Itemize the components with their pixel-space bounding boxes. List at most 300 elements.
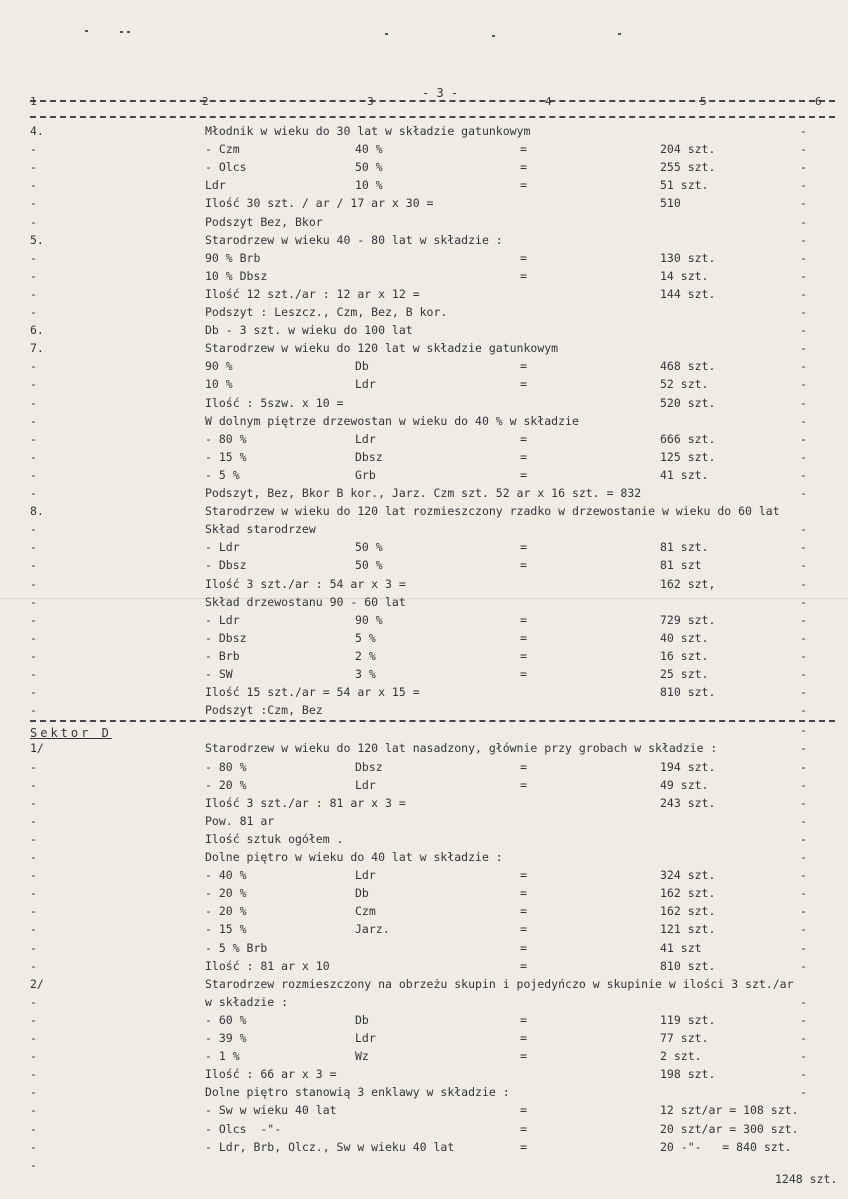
cell-c5: -: [800, 124, 807, 138]
cell-c5: -: [800, 648, 807, 663]
cell-c4: 520 szt.: [660, 395, 716, 410]
cell-c0: -: [30, 868, 37, 883]
ink-speck: [85, 30, 88, 32]
cell-c4: 16 szt.: [660, 648, 709, 663]
cell-c3: =: [520, 1121, 527, 1136]
table-row: [0, 939, 848, 957]
cell-c0: -: [30, 994, 37, 1009]
cell-c3: =: [520, 377, 527, 392]
col-number: 6: [815, 95, 822, 108]
cell-c1: - Dbsz: [205, 630, 247, 645]
table-row: [0, 611, 848, 629]
cell-c1: Skład drzewostanu 90 - 60 lat: [205, 594, 406, 609]
cell-c1: - 20 %: [205, 777, 247, 792]
table-row: [0, 683, 848, 701]
table-row: [0, 484, 848, 502]
cell-c3: =: [520, 868, 527, 883]
cell-c1: Starodrzew w wieku do 120 lat nasadzony, głównie przy grobach w składzie :: [205, 741, 718, 756]
cell-c5: -: [800, 486, 807, 500]
col-number: 3: [367, 95, 374, 108]
cell-c4: 204 szt.: [660, 142, 716, 157]
cell-c5: -: [800, 413, 807, 428]
cell-c5: -: [800, 777, 807, 792]
table-row: [0, 375, 848, 393]
cell-c5: -: [800, 940, 807, 955]
cell-c5: -: [800, 594, 807, 609]
header-rule-bottom: [30, 116, 835, 118]
cell-c0: -: [30, 160, 37, 175]
column-number-header: [30, 95, 835, 113]
cell-c3: =: [520, 904, 527, 919]
cell-c2: 50 %: [355, 540, 383, 555]
cell-c0: -: [30, 1139, 37, 1154]
cell-c5: -: [800, 558, 807, 573]
table-row: [0, 758, 848, 776]
cell-c5: -: [800, 576, 807, 591]
cell-c0: -: [30, 594, 37, 609]
cell-c0: -: [30, 759, 37, 774]
cell-c2: Dbsz: [355, 449, 383, 464]
cell-c2: 5 %: [355, 630, 376, 645]
cell-c1: - 40 %: [205, 868, 247, 883]
cell-c1: Podszyt :Czm, Bez: [205, 703, 323, 718]
cell-c1: Ldr: [205, 178, 226, 193]
cell-c0: -: [30, 1103, 37, 1118]
cell-c3: =: [520, 540, 527, 555]
table-row: [0, 776, 848, 794]
cell-c5: -: [800, 667, 807, 681]
cell-c1: Ilość 3 szt./ar : 54 ar x 3 =: [205, 576, 406, 591]
cell-c4: 51 szt.: [660, 178, 709, 193]
cell-c0: -: [30, 431, 37, 446]
cell-c4: 41 szt: [660, 940, 702, 955]
cell-c1: - Ldr: [205, 612, 240, 627]
cell-c4: 77 szt.: [660, 1031, 709, 1045]
cell-c4: 243 szt.: [660, 795, 716, 810]
cell-c1: - Czm: [205, 142, 240, 157]
table-row: [0, 812, 848, 830]
table-row: [0, 794, 848, 812]
cell-c5: -: [800, 341, 807, 356]
cell-c1: - 15 %: [205, 449, 247, 464]
cell-c3: =: [520, 250, 527, 265]
cell-c4: 121 szt.: [660, 922, 716, 937]
cell-c0: -: [30, 1121, 37, 1136]
cell-c0: -: [30, 831, 37, 846]
cell-c3: =: [520, 1049, 527, 1064]
cell-c3: =: [520, 359, 527, 374]
cell-c2: Ldr: [355, 868, 376, 883]
cell-c0: -: [30, 667, 37, 681]
cell-c0: -: [30, 250, 37, 265]
ink-speck: [618, 33, 621, 35]
cell-c1: - Sw w wieku 40 lat: [205, 1103, 337, 1118]
cell-c2: Dbsz: [355, 759, 383, 774]
cell-c0: -: [30, 377, 37, 392]
table-row: [0, 502, 848, 520]
cell-c5: -: [800, 359, 807, 374]
table-row: [0, 975, 848, 993]
cell-c5: -: [800, 540, 807, 555]
ink-speck: [120, 31, 123, 33]
cell-c5: -: [800, 904, 807, 919]
cell-c4: 162 szt.: [660, 886, 716, 901]
cell-c5: -: [800, 160, 807, 175]
cell-c3: =: [520, 431, 527, 446]
cell-c0: -: [30, 1085, 37, 1100]
cell-c0: 2/: [30, 976, 44, 991]
cell-c0: -: [30, 958, 37, 973]
cell-c5: -: [800, 522, 807, 537]
cell-c5: -: [800, 1085, 807, 1100]
cell-c3: =: [520, 268, 527, 283]
table-row: [0, 556, 848, 574]
cell-c1: - 20 %: [205, 886, 247, 901]
table-row: [0, 629, 848, 647]
table-row: [0, 357, 848, 375]
cell-c1: 10 % Dbsz: [205, 268, 268, 283]
cell-c2: 50 %: [355, 160, 383, 175]
cell-c0: -: [30, 612, 37, 627]
cell-c4: 324 szt.: [660, 868, 716, 883]
cell-c5: -: [800, 994, 807, 1009]
cell-c3: =: [520, 1031, 527, 1045]
cell-c4: 729 szt.: [660, 612, 716, 627]
cell-c0: 1/: [30, 741, 44, 756]
cell-c1: Ilość : 66 ar x 3 =: [205, 1067, 337, 1082]
cell-c0: -: [30, 813, 37, 828]
cell-c0: 6.: [30, 323, 44, 338]
cell-c0: -: [30, 576, 37, 591]
cell-c3: =: [520, 178, 527, 193]
table-row: [0, 194, 848, 212]
col-number: 2: [202, 95, 209, 108]
cell-c1: - 1 %: [205, 1049, 240, 1064]
cell-c4: 666 szt.: [660, 431, 716, 446]
table-row: [0, 920, 848, 938]
cell-c0: -: [30, 1031, 37, 1045]
table-row: [0, 122, 848, 140]
cell-c4: 510: [660, 196, 681, 211]
cell-c2: 50 %: [355, 558, 383, 573]
cell-c2: 40 %: [355, 142, 383, 157]
cell-c4: 81 szt.: [660, 540, 709, 555]
cell-c1: - SW: [205, 667, 233, 681]
cell-c5: -: [800, 868, 807, 883]
cell-c4: 810 szt.: [660, 685, 716, 700]
cell-c0: -: [30, 703, 37, 718]
cell-c5: -: [800, 467, 807, 482]
cell-c5: -: [800, 214, 807, 229]
cell-c5: -: [800, 685, 807, 700]
cell-c2: Ldr: [355, 777, 376, 792]
cell-c3: =: [520, 777, 527, 792]
cell-c0: -: [30, 1012, 37, 1027]
cell-c0: -: [30, 395, 37, 410]
cell-c1: - 80 %: [205, 759, 247, 774]
cell-c1: W dolnym piętrze drzewostan w wieku do 40 % w składzie: [205, 413, 579, 428]
ink-speck: [127, 31, 130, 33]
cell-c0: 4.: [30, 124, 44, 138]
col-number: 5: [700, 95, 707, 108]
cell-c0: -: [30, 886, 37, 901]
table-row: [0, 430, 848, 448]
cell-c5: -: [800, 958, 807, 973]
table-row: [0, 538, 848, 556]
cell-c4: 20 szt/ar = 300 szt.: [660, 1121, 799, 1136]
table-row: [0, 884, 848, 902]
cell-c0: -: [30, 286, 37, 301]
table-row: [0, 902, 848, 920]
cell-c1: Podszyt : Leszcz., Czm, Bez, B kor.: [205, 305, 448, 319]
table-row: [0, 520, 848, 538]
cell-c5: -: [800, 1067, 807, 1082]
cell-c3: =: [520, 1103, 527, 1118]
cell-c0: -: [30, 922, 37, 937]
cell-c2: 2 %: [355, 648, 376, 663]
cell-c1: Starodrzew w wieku do 120 lat rozmieszczony rzadko w drzewostanie w wieku do 60 lat: [205, 504, 780, 519]
cell-c5: -: [800, 431, 807, 446]
cell-c5: -: [800, 286, 807, 301]
table-row: [0, 448, 848, 466]
cell-c3: =: [520, 648, 527, 663]
cell-c2: Grb: [355, 467, 376, 482]
cell-c0: -: [30, 449, 37, 464]
cell-c4: 810 szt.: [660, 958, 716, 973]
col-number: 4: [545, 95, 552, 108]
cell-c1: - Olcs: [205, 160, 247, 175]
cell-c3: =: [520, 558, 527, 573]
cell-c3: =: [520, 667, 527, 681]
cell-c1: - 20 %: [205, 904, 247, 919]
cell-c0: -: [30, 904, 37, 919]
cell-c5: -: [800, 723, 807, 738]
cell-c4: 25 szt.: [660, 667, 709, 681]
cell-c0: 7.: [30, 341, 44, 356]
page-number: - 3 -: [422, 86, 459, 100]
cell-c1: Młodnik w wieku do 30 lat w składzie gatunkowym: [205, 124, 531, 138]
cell-c0: -: [30, 630, 37, 645]
table-row: [0, 1156, 848, 1174]
table-row: [0, 394, 848, 412]
table-row: [0, 701, 848, 719]
cell-c0: -: [30, 214, 37, 229]
table-row: [0, 176, 848, 194]
cell-c1: - 80 %: [205, 431, 247, 446]
cell-c1: - 39 %: [205, 1031, 247, 1045]
cell-c1: - Brb: [205, 648, 240, 663]
cell-c1: - Olcs -"-: [205, 1121, 282, 1136]
cell-c0: -: [30, 268, 37, 283]
table-row: [0, 267, 848, 285]
cell-c5: -: [800, 886, 807, 901]
cell-c4: 40 szt.: [660, 630, 709, 645]
table-row: [0, 739, 848, 757]
table-row: [0, 1101, 848, 1119]
cell-c1: 90 % Brb: [205, 250, 261, 265]
table-row: [0, 303, 848, 321]
cell-c5: -: [800, 268, 807, 283]
cell-c4: 255 szt.: [660, 160, 716, 175]
cell-c4: 162 szt,: [660, 576, 716, 591]
table-row: [0, 321, 848, 339]
cell-c3: =: [520, 160, 527, 175]
cell-c2: 90 %: [355, 612, 383, 627]
cell-c4: 20 -"- = 840 szt.: [660, 1139, 792, 1154]
cell-c5: -: [800, 759, 807, 774]
cell-c1: Podszyt, Bez, Bkor B kor., Jarz. Czm szt. 52 ar x 16 szt. = 832: [205, 486, 642, 500]
table-row: [0, 957, 848, 975]
col-number: 1: [30, 95, 37, 108]
cell-c2: 3 %: [355, 667, 376, 681]
cell-c4: 52 szt.: [660, 377, 709, 392]
cell-c5: -: [800, 1031, 807, 1045]
cell-c0: -: [30, 1157, 37, 1172]
table-row: [0, 1047, 848, 1065]
cell-c3: =: [520, 630, 527, 645]
cell-c4: 125 szt.: [660, 449, 716, 464]
table-row: [0, 339, 848, 357]
cell-c5: -: [800, 630, 807, 645]
cell-c5: -: [800, 232, 807, 247]
cell-c4: 14 szt.: [660, 268, 709, 283]
cell-c1: - 15 %: [205, 922, 247, 937]
cell-c4: 130 szt.: [660, 250, 716, 265]
cell-c5: -: [800, 612, 807, 627]
cell-c1: Skład starodrzew: [205, 522, 316, 537]
cell-c5: -: [800, 1012, 807, 1027]
cell-c0: -: [30, 467, 37, 482]
cell-c0: -: [30, 359, 37, 374]
cell-c2: Ldr: [355, 1031, 376, 1045]
cell-c4: 144 szt.: [660, 286, 716, 301]
table-row: [0, 1029, 848, 1047]
table-row: [0, 866, 848, 884]
cell-c1: Ilość sztuk ogółem .: [205, 831, 344, 846]
cell-c5: -: [800, 196, 807, 211]
ink-speck: [385, 33, 388, 35]
cell-c4: 41 szt.: [660, 467, 709, 482]
cell-c0: -: [30, 486, 37, 500]
cell-c2: Db: [355, 886, 369, 901]
table-row: [0, 575, 848, 593]
cell-c4: 198 szt.: [660, 1067, 716, 1082]
cell-c1: Ilość 12 szt./ar : 12 ar x 12 =: [205, 286, 420, 301]
cell-c2: 10 %: [355, 178, 383, 193]
cell-c5: -: [800, 703, 807, 718]
cell-c5: -: [800, 305, 807, 319]
cell-c0: 8.: [30, 504, 44, 519]
cell-c2: Jarz.: [355, 922, 390, 937]
cell-c4: 162 szt.: [660, 904, 716, 919]
table-row: [0, 140, 848, 158]
cell-c1: Starodrzew w wieku do 120 lat w składzie gatunkowym: [205, 341, 559, 356]
cell-c1: Ilość : 5szw. x 10 =: [205, 395, 344, 410]
cell-c5: -: [800, 377, 807, 392]
cell-c0: -: [30, 1049, 37, 1064]
cell-c1: Ilość 15 szt./ar = 54 ar x 15 =: [205, 685, 420, 700]
cell-c0: -: [30, 850, 37, 864]
cell-c5: -: [800, 142, 807, 157]
cell-c0: -: [30, 648, 37, 663]
cell-c0: -: [30, 685, 37, 700]
cell-c2: Ldr: [355, 377, 376, 392]
cell-c1: 10 %: [205, 377, 233, 392]
table-row: [0, 1138, 848, 1156]
cell-c0: -: [30, 522, 37, 537]
cell-c2: Ldr: [355, 431, 376, 446]
cell-c4: 49 szt.: [660, 777, 709, 792]
cell-c0: -: [30, 413, 37, 428]
table-row: [0, 249, 848, 267]
cell-c1: Podszyt Bez, Bkor: [205, 214, 323, 229]
cell-c5: -: [800, 323, 807, 338]
section-divider: [30, 720, 835, 722]
cell-c1: Pow. 81 ar: [205, 813, 275, 828]
cell-c0: -: [30, 777, 37, 792]
cell-c4: 194 szt.: [660, 759, 716, 774]
cell-c1: 90 %: [205, 359, 233, 374]
cell-c0: -: [30, 940, 37, 955]
cell-c1: - 60 %: [205, 1012, 247, 1027]
cell-c5: -: [800, 395, 807, 410]
table-row: [0, 213, 848, 231]
cell-c4: 81 szt: [660, 558, 702, 573]
cell-c0: -: [30, 540, 37, 555]
cell-c0: -: [30, 305, 37, 319]
cell-c5: -: [800, 922, 807, 937]
cell-c3: =: [520, 612, 527, 627]
cell-c3: =: [520, 759, 527, 774]
cell-c2: Db: [355, 1012, 369, 1027]
cell-c3: =: [520, 922, 527, 937]
table-row: [0, 848, 848, 866]
cell-c5: -: [800, 795, 807, 810]
cell-c1: Ilość : 81 ar x 10: [205, 958, 330, 973]
cell-c2: Wz: [355, 1049, 369, 1064]
table-row: [0, 830, 848, 848]
table-row: [0, 593, 848, 611]
final-total: 1248 szt.: [775, 1172, 838, 1186]
table-row: [0, 1083, 848, 1101]
cell-c0: -: [30, 142, 37, 157]
cell-c1: Db - 3 szt. w wieku do 100 lat: [205, 323, 413, 338]
cell-c1: Ilość 3 szt./ar : 81 ar x 3 =: [205, 795, 406, 810]
table-row: [0, 721, 848, 739]
table-row: [0, 665, 848, 683]
ink-speck: [492, 35, 495, 37]
table-row: [0, 466, 848, 484]
cell-c0: 5.: [30, 232, 44, 247]
cell-c5: -: [800, 831, 807, 846]
table-row: [0, 993, 848, 1011]
cell-c4: 2 szt.: [660, 1049, 702, 1064]
cell-c4: 119 szt.: [660, 1012, 716, 1027]
cell-c3: =: [520, 940, 527, 955]
cell-c2: Czm: [355, 904, 376, 919]
cell-c1: - Ldr, Brb, Olcz., Sw w wieku 40 lat: [205, 1139, 455, 1154]
table-row: [0, 412, 848, 430]
cell-c3: =: [520, 1012, 527, 1027]
table-row: [0, 231, 848, 249]
cell-c3: =: [520, 958, 527, 973]
table-row: [0, 1011, 848, 1029]
cell-c1: Ilość 30 szt. / ar / 17 ar x 30 =: [205, 196, 434, 211]
cell-c1: - 5 %: [205, 467, 240, 482]
cell-c0: -: [30, 558, 37, 573]
cell-c3: =: [520, 1139, 527, 1154]
cell-c5: -: [800, 741, 807, 756]
